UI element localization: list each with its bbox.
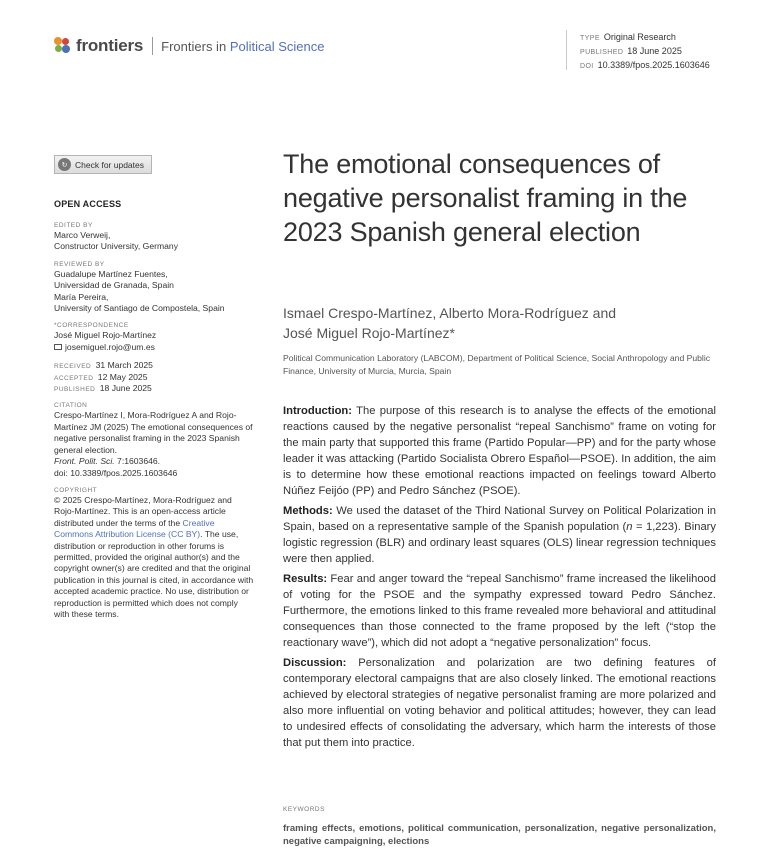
abstract-discussion: Discussion: Personalization and polarization are two defining features of contemporary electoral campaigns that are also closely linked. The emotional reactions achieved by electoral strategies of negative personalist framing are more polarized and also more influential on voting behavior and political attitudes; however, they can lead to undesired effects of consolidating the adversary, which harm the interests of those that put them into practice.: [283, 657, 716, 749]
frontiers-logo[interactable]: [54, 36, 324, 56]
article-title: The emotional consequences of negative personalist framing in the 2023 Spanish general election: [283, 149, 688, 247]
check-for-updates-button[interactable]: ↻ Check for updates: [54, 155, 152, 174]
abstract-methods: Methods: We used the dataset of the Third National Survey on Political Polarization in Spain, based on a representative sample of the Spanish population (n = 1,223). Binary logistic regression (BLR) and ordinary least squares (OLS) linear regression techniques were then applied.: [283, 505, 716, 565]
refresh-icon: ↻: [58, 158, 71, 171]
correspondence-email[interactable]: josemiguel.rojo@um.es: [54, 342, 254, 353]
article-info-sidebar: [54, 199, 254, 627]
keywords-label: KEYWORDS: [283, 806, 325, 813]
license-link[interactable]: Creative Commons Attribution License (CC BY): [54, 517, 215, 540]
correspondence: *CORRESPONDENCE José Miguel Rojo-Martínez josemiguel.rojo@um.es: [54, 321, 254, 353]
journal-name[interactable]: Frontiers in Political Science: [161, 38, 325, 54]
author-list: Ismael Crespo-Martínez, Alberto Mora-Rodríguez and José Miguel Rojo-Martínez*: [283, 305, 617, 341]
article-meta: TYPE Original Research PUBLISHED 18 June 2025 DOI 10.3389/fpos.2025.1603646: [580, 32, 710, 70]
keywords: framing effects, emotions, political communication, personalization, negative personalization, negative campaigning, elections: [283, 823, 716, 847]
article-type: Original Research: [603, 32, 676, 42]
abstract-results: Results: Fear and anger toward the “repeal Sanchismo” frame increased the likelihood of voting for the PSOE and the sympathy expressed toward Pedro Sánchez. Furthermore, the emotions linked to this frame revealed more behavioral and attitudinal consequences than those connected to the frame proposed by the left (“stop the reactionary wave”), which did not adopt a “negative personalization” focus.: [283, 573, 716, 649]
reviewed-by: REVIEWED BY Guadalupe Martínez Fuentes, Universidad de Granada, Spain María Pereira, University of Santiago de Compostela, Spain: [54, 260, 225, 314]
brand-name: frontiers: [76, 36, 144, 55]
affiliation: Political Communication Laboratory (LABCOM), Department of Political Science, Social Anthropology and Public Finance, University of Murcia, Murcia, Spain: [283, 353, 711, 376]
abstract: [283, 403, 716, 755]
abstract-introduction: Introduction: The purpose of this research is to analyse the effects of the emotional reactions caused by the negative personalist “repeal Sanchismo” frame on voting for the main party that supported this frame (Partido Popular—PP) and for the party whose leader it was attacking (Partido Socialista Obrero Español—PSOE). In addition, the aim is to determine how these emotional reactions impacted on feelings toward Alberto Núñez Feijóo (PP) and Pedro Sánchez (PSOE).: [283, 405, 716, 497]
doi: 10.3389/fpos.2025.1603646: [597, 60, 710, 70]
logo-divider: [152, 37, 153, 55]
dates: RECEIVED 31 March 2025 ACCEPTED 12 May 2025 PUBLISHED 18 June 2025: [54, 360, 153, 394]
edited-by: EDITED BY Marco Verweij, Constructor University, Germany: [54, 222, 179, 252]
publish-date: 18 June 2025: [627, 46, 682, 56]
open-access-label: OPEN ACCESS: [54, 199, 122, 209]
citation: CITATION Crespo-Martínez I, Mora-Rodríguez A and Rojo-Martínez JM (2025) The emotional consequences of negative personalist framing in the 2023 Spanish general election. Front. Polit. Sci. 7:1603646. doi: 10.3389/fpos.2025.1603646: [54, 402, 253, 478]
frontiers-logo-icon: [54, 37, 72, 55]
copyright: COPYRIGHT © 2025 Crespo-Martínez, Mora-Rodríguez and Rojo-Martínez. This is an open-access article distributed under the terms of the Creative Commons Attribution License (CC BY). The use, distribution or reproduction in other forums is permitted, provided the original author(s) and the copyright owner(s) are credited and that the original publication in this journal is cited, in accordance with accepted academic practice. No use, distribution or reproduction is permitted which does not comply with these terms.: [54, 486, 254, 619]
mail-icon: [54, 344, 62, 350]
meta-divider: [566, 30, 567, 70]
